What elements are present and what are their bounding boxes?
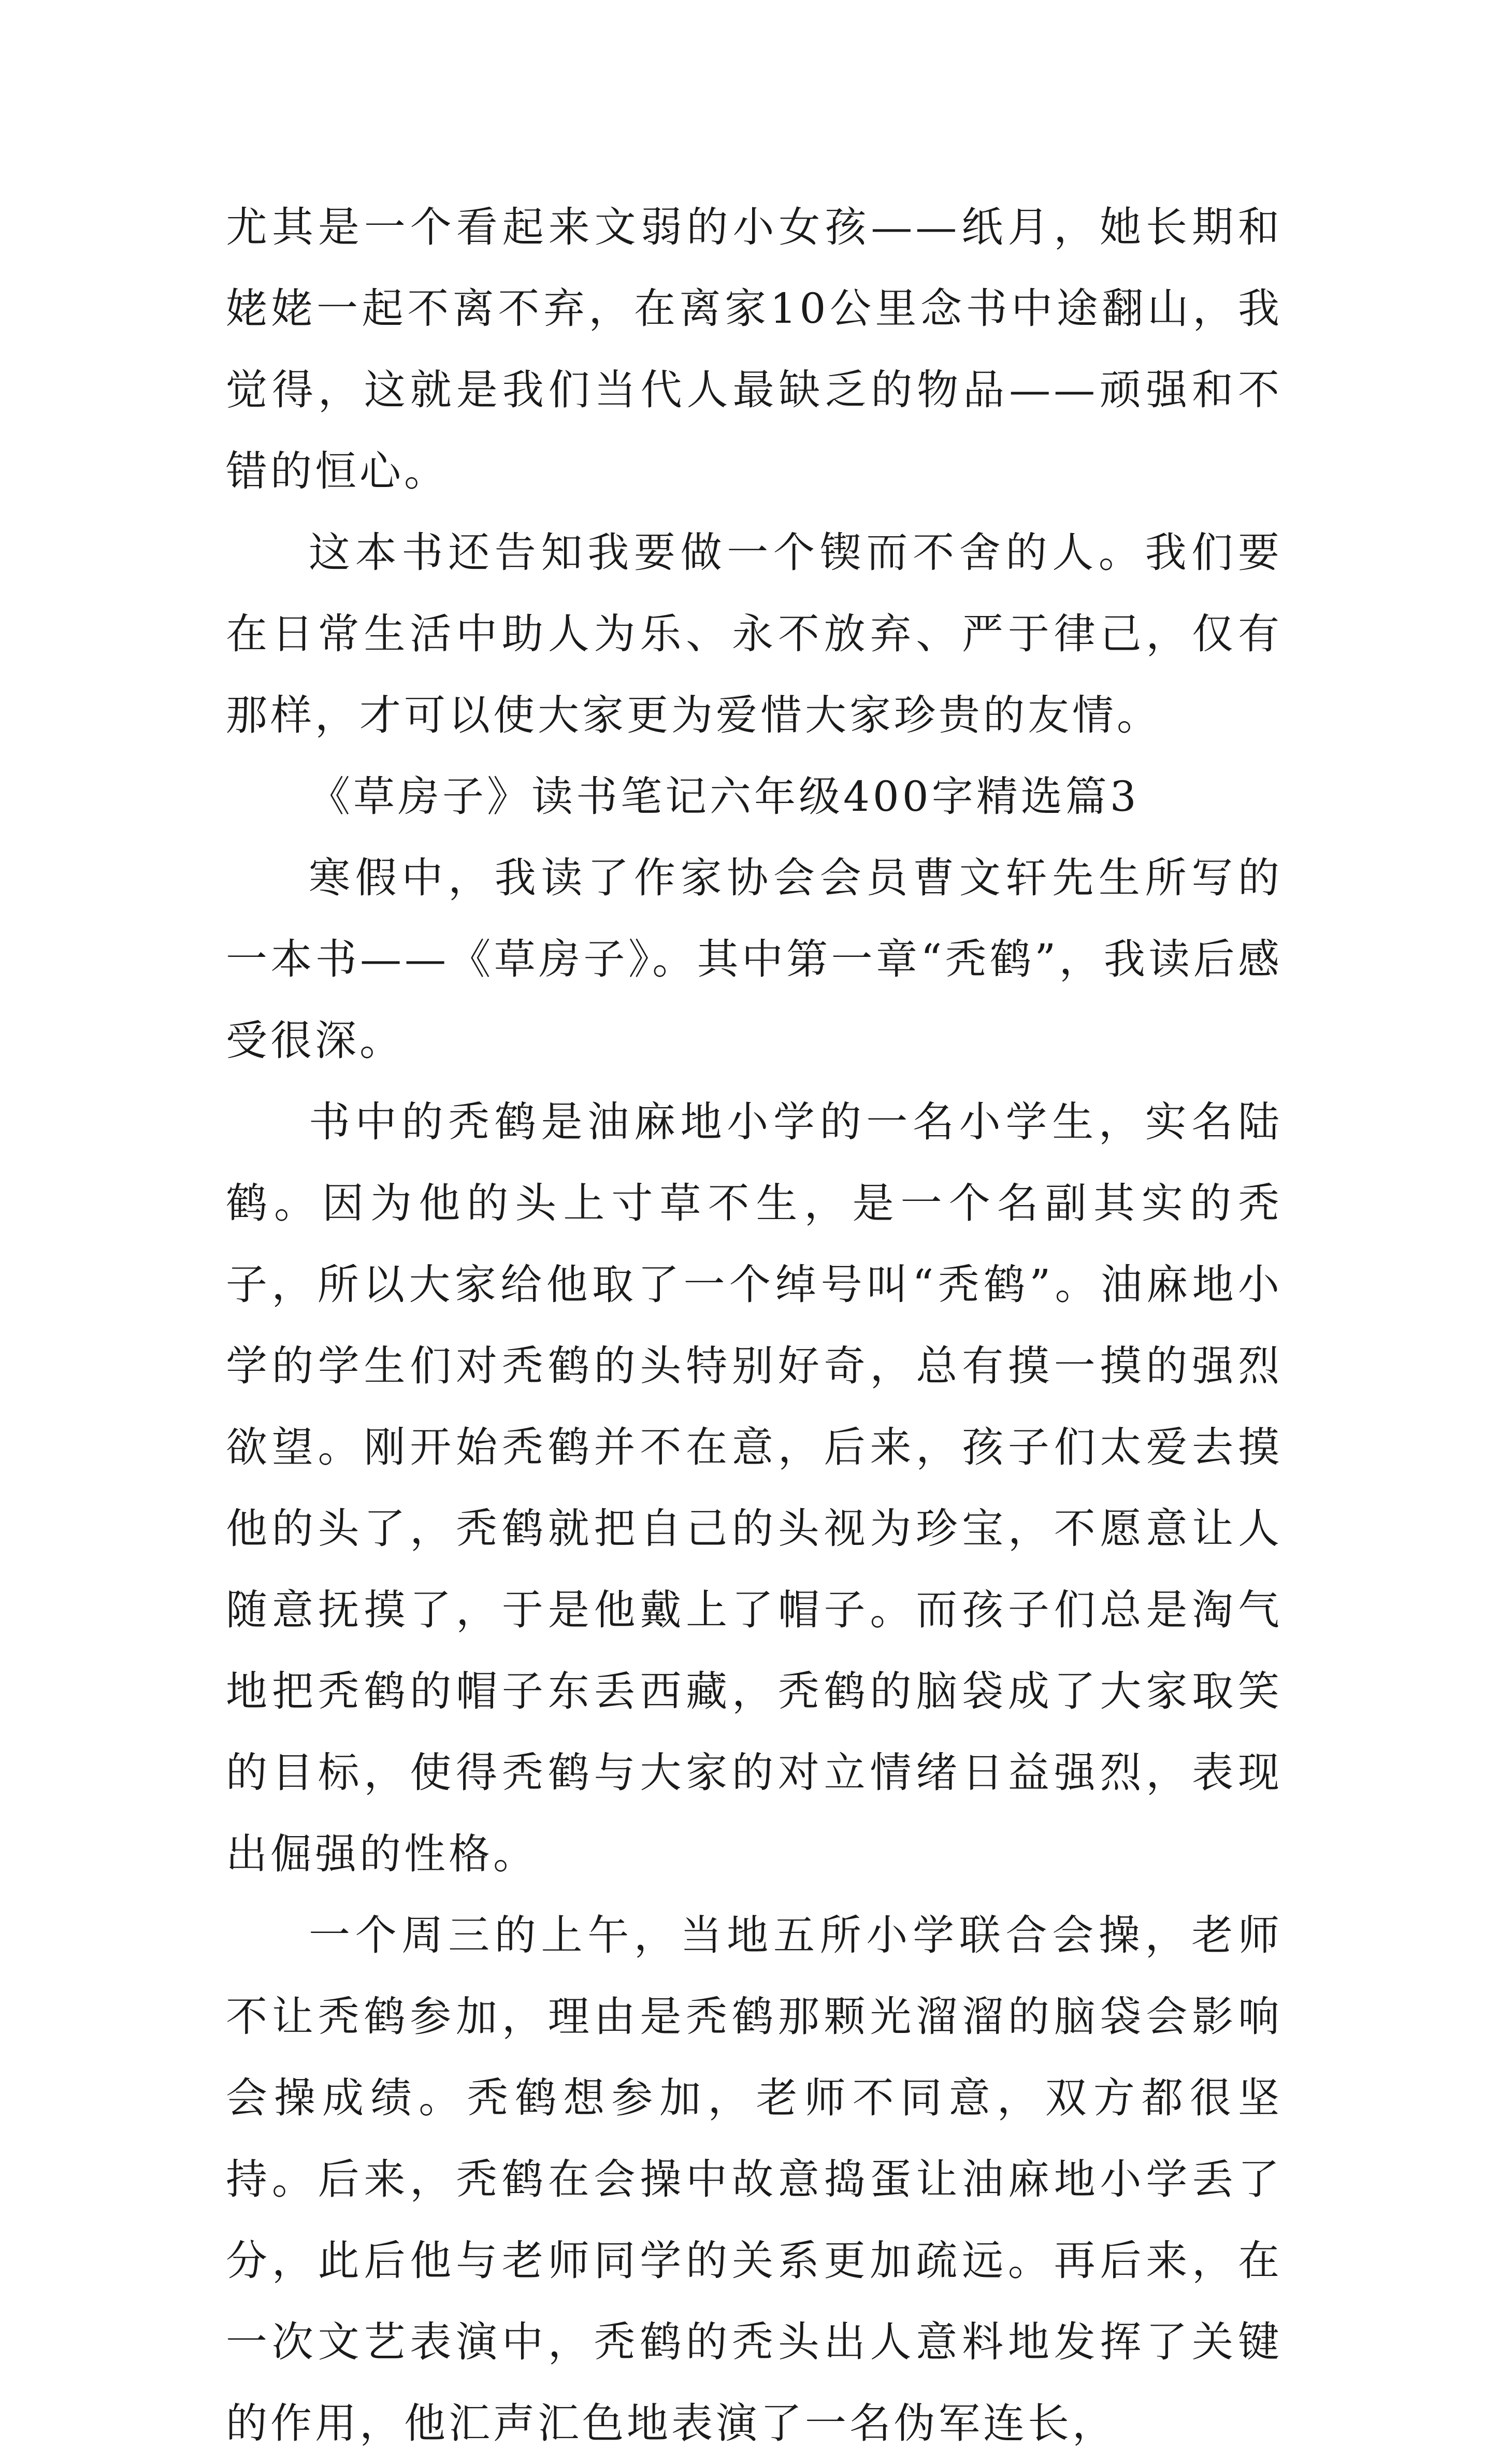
paragraph-event: 一个周三的上午，当地五所小学联合会操，老师不让秃鹤参加，理由是秃鹤那颗光溜溜的脑袋会影响会操成绩。秃鹤想参加，老师不同意，双方都很坚持。后来，秃鹤在会操中故意捣蛋让油麻地小学丢了分，此后他与老师同学的关系更加疏远。再后来，在一次文艺表演中，秃鹤的秃头出人意料地发挥了关键的作用，他汇声汇色地表演了一名伪军连长，	[226, 1911, 1282, 2447]
paragraph-continuation: 尤其是一个看起来文弱的小女孩——纸月，她长期和姥姥一起不离不弃，在离家10公里念书中途翻山，我觉得，这就是我们当代人最缺乏的物品——顽强和不错的恒心。	[226, 203, 1282, 495]
paragraph-character: 书中的秃鹤是油麻地小学的一名小学生，实名陆鹤。因为他的头上寸草不生，是一个名副其实的秃子，所以大家给他取了一个绰号叫“秃鹤”。油麻地小学的学生们对秃鹤的头特别好奇，总有摸一摸的强烈欲望。刚开始秃鹤并不在意，后来，孩子们太爱去摸他的头了，秃鹤就把自己的头视为珍宝，不愿意让人随意抚摸了，于是他戴上了帽子。而孩子们总是淘气地把秃鹤的帽子东丢西藏，秃鹤的脑袋成了大家取笑的目标，使得秃鹤与大家的对立情绪日益强烈，表现出倔强的性格。	[226, 1098, 1282, 1878]
body-text	[226, 187, 1282, 2464]
section-heading: 《草房子》读书笔记六年级400字精选篇3	[309, 772, 1140, 821]
paragraph-intro: 寒假中，我读了作家协会会员曹文轩先生所写的一本书——《草房子》。其中第一章“秃鹤”，我读后感受很深。	[226, 854, 1282, 1065]
paragraph-reflection: 这本书还告知我要做一个锲而不舍的人。我们要在日常生活中助人为乐、永不放弃、严于律己，仅有那样，才可以使大家更为爱惜大家珍贵的友情。	[226, 528, 1282, 739]
